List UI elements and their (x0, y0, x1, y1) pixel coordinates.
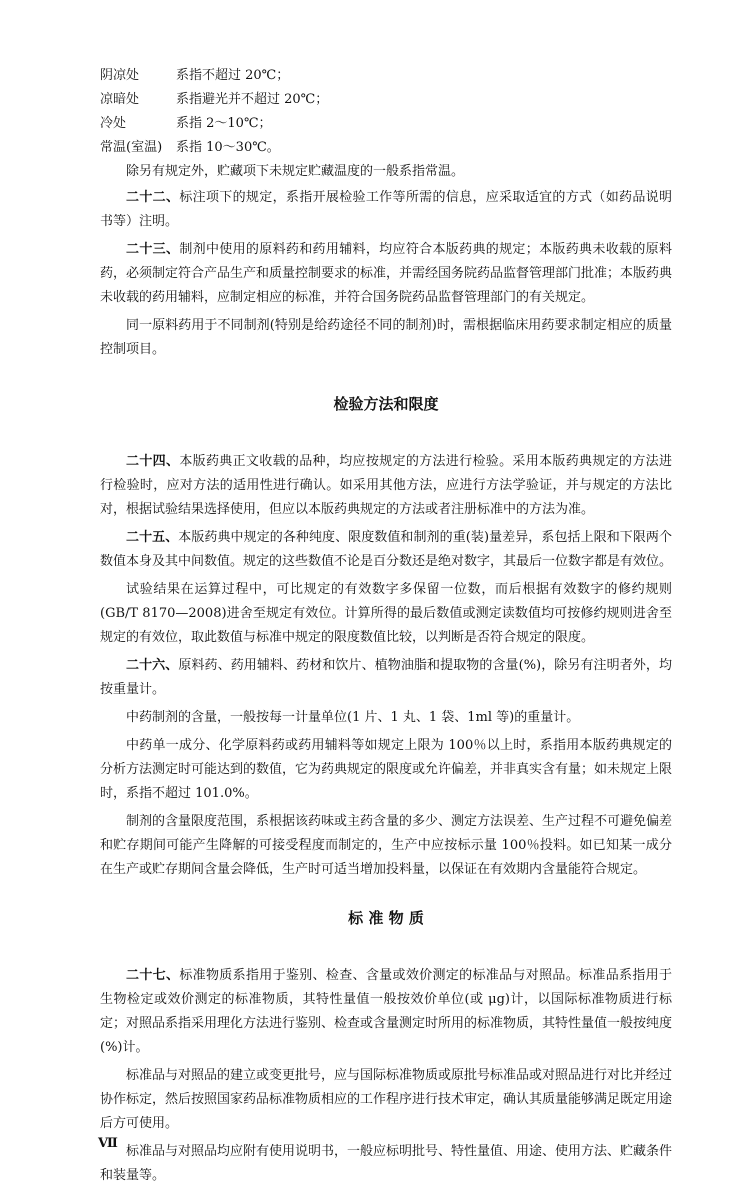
article-label: 二十四、 (126, 454, 180, 469)
article-27-note: 标准品与对照品的建立或变更批号，应与国际标准物质或原批号标准品或对照品进行对比并经过协作标定，然后按照国家药品标准物质相应的工作程序进行技术审定，确认其质量能够满足既定用途后方可使用。 (100, 1068, 673, 1131)
article-text: 标准物质系指用于鉴别、检查、含量或效价测定的标准品与对照品。标准品系指用于生物检定或效价测定的标准物质，其特性量值一般按效价单位(或 μg)计，以国际标准物质进行标定；对照品系指采用理化方法进行鉴别、检查或含量测定时所用的标准物质，其特性量值一般按纯度(%)计。 (100, 968, 673, 1055)
article-25-note: 试验结果在运算过程中，可比规定的有效数字多保留一位数，而后根据有效数字的修约规则(GB/T 8170—2008)进舍至规定有效位。计算所得的最后数值或测定读数值均可按修约规则进舍至规定的有效位，取此数值与标准中规定的限度数值比较，以判断是否符合规定的限度。 (100, 582, 672, 645)
page-content (100, 64, 672, 1192)
article-24 (100, 450, 672, 522)
storage-term: 冷处 (100, 116, 127, 131)
article-26 (100, 654, 672, 702)
storage-term-row (100, 112, 672, 136)
article-26-note: 制剂的含量限度范围，系根据该药味或主药含量的多少、测定方法误差、生产过程不可避免偏差和贮存期间可能产生降解的可接受程度而制定的，生产中应按标示量 100％投料。如已知某一成分在生产或贮存期间含量会降低，生产时可适当增加投料量，以保证在有效期内含量能符合规定。 (100, 814, 673, 877)
article-label: 二十七、 (126, 968, 180, 983)
article-label: 二十三、 (126, 242, 180, 257)
storage-note: 除另有规定外，贮藏项下未规定贮藏温度的一般系指常温。 (126, 164, 465, 179)
storage-term: 常温(室温) (100, 140, 163, 155)
article-text: 原料药、药用辅料、药材和饮片、植物油脂和提取物的含量(%)，除另有注明者外，均按重量计。 (100, 658, 672, 697)
storage-term-row (100, 136, 672, 160)
storage-term: 阴凉处 (100, 68, 140, 83)
article-27-note: 标准品与对照品均应附有使用说明书，一般应标明批号、特性量值、用途、使用方法、贮藏条件和装量等。 (100, 1144, 673, 1183)
article-26-note: 中药制剂的含量，一般按每一计量单位(1 片、1 丸、1 袋、1ml 等)的重量计。 (126, 710, 580, 725)
article-26-note: 中药单一成分、化学原料药或药用辅料等如规定上限为 100％以上时，系指用本版药典规定的分析方法测定时可能达到的数值，它为药典规定的限度或允许偏差，并非真实含有量；如未规定上限时，系指不超过 101.0%。 (100, 738, 673, 801)
article-25 (100, 526, 672, 574)
article-text: 制剂中使用的原料药和药用辅料，均应符合本版药典的规定；本版药典未收载的原料药，必须制定符合产品生产和质量控制要求的标准，并需经国务院药品监督管理部门批准；本版药典未收载的药用辅料，应制定相应的标准，并符合国务院药品监督管理部门的有关规定。 (100, 242, 673, 305)
storage-definition: 系指 2～10℃； (176, 116, 272, 131)
article-label: 二十五、 (126, 530, 179, 545)
storage-term: 凉暗处 (100, 92, 140, 107)
section-heading-standards: 标 准 物 质 (348, 909, 424, 927)
section-heading-methods: 检验方法和限度 (333, 395, 439, 413)
article-label: 二十二、 (126, 190, 180, 205)
article-27 (100, 964, 672, 1060)
storage-definition: 系指不超过 20℃； (176, 68, 290, 83)
storage-term-row (100, 88, 672, 112)
article-text: 标注项下的规定，系指开展检验工作等所需的信息，应采取适宜的方式（如药品说明书等）注明。 (100, 190, 672, 229)
storage-term-row (100, 64, 672, 88)
storage-definition: 系指避光并不超过 20℃； (176, 92, 329, 107)
page-number: Ⅶ (98, 1136, 117, 1151)
article-23-note: 同一原料药用于不同制剂(特别是给药途径不同的制剂)时，需根据临床用药要求制定相应的质量控制项目。 (100, 318, 672, 357)
article-23 (100, 238, 672, 310)
article-label: 二十六、 (126, 658, 179, 673)
article-22 (100, 186, 672, 234)
article-text: 本版药典正文收载的品种，均应按规定的方法进行检验。采用本版药典规定的方法进行检验时，应对方法的适用性进行确认。如采用其他方法，应进行方法学验证，并与规定的方法比对，根据试验结果选择使用，但应以本版药典规定的方法或者注册标准中的方法为准。 (100, 454, 672, 517)
storage-definition: 系指 10～30℃。 (176, 140, 280, 155)
article-text: 本版药典中规定的各种纯度、限度数值和制剂的重(装)量差异，系包括上限和下限两个数值本身及其中间数值。规定的这些数值不论是百分数还是绝对数字，其最后一位数字都是有效位。 (100, 530, 673, 569)
